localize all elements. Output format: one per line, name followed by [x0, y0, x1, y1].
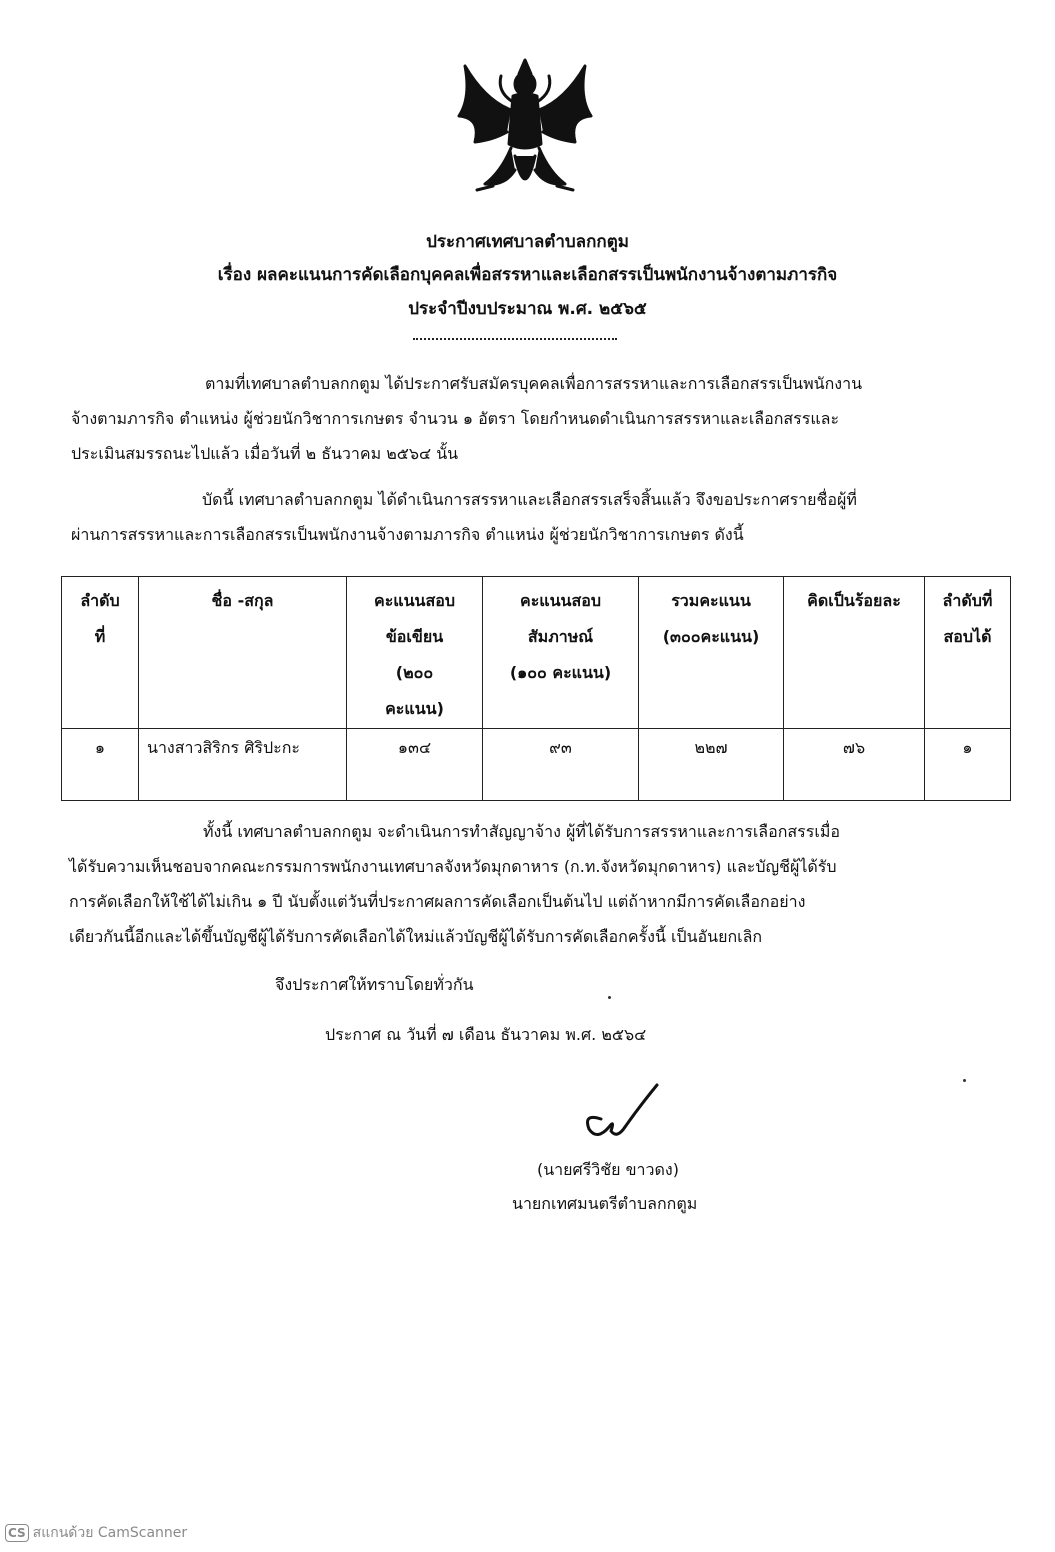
col-header-percent: คิดเป็นร้อยละ — [784, 577, 925, 729]
paragraph-line: ตามที่เทศบาลตำบลกกตูม ได้ประกาศรับสมัครบุคคลเพื่อการสรรหาและการเลือกสรรเป็นพนักงาน — [205, 374, 862, 393]
cell-written-score: ๑๓๔ — [347, 729, 483, 801]
signer-name: (นายศรีวิชัย ขาวดง) — [537, 1160, 679, 1179]
camscanner-logo-icon: CS — [5, 1524, 29, 1542]
col-header-order: ลำดับ ที่ — [62, 577, 139, 729]
closing-paragraph — [69, 814, 840, 954]
date-line: ประกาศ ณ วันที่ ๗ เดือน ธันวาคม พ.ศ. ๒๕๖๔ — [325, 1025, 647, 1044]
paragraph-line: ได้รับความเห็นชอบจากคณะกรรมการพนักงานเทศบาลจังหวัดมุกดาหาร (ก.ท.จังหวัดมุกดาหาร) และบัญชีผู้ได้รับ — [69, 857, 837, 876]
paragraph-line: จ้างตามภารกิจ ตำแหน่ง ผู้ช่วยนักวิชาการเกษตร จำนวน ๑ อัตรา โดยกำหนดดำเนินการสรรหาและเลือกสรรและ — [71, 409, 840, 428]
signer-title: นายกเทศมนตรีตำบลกกตูม — [512, 1194, 698, 1213]
dotted-divider — [413, 338, 617, 340]
announce-line: จึงประกาศให้ทราบโดยทั่วกัน — [275, 975, 474, 994]
col-header-rank: ลำดับที่ สอบได้ — [925, 577, 1011, 729]
paragraph-line: เดียวกันนี้อีกและได้ขึ้นบัญชีผู้ได้รับการคัดเลือกได้ใหม่แล้วบัญชีผู้ได้รับการคัดเลือกครั้งนี้ เป็นอันยกเลิก — [69, 927, 763, 946]
cell-interview-score: ๙๓ — [483, 729, 639, 801]
camscanner-text: สแกนด้วย CamScanner — [32, 1525, 188, 1541]
score-table — [61, 576, 1011, 801]
cell-percent: ๗๖ — [784, 729, 925, 801]
col-header-interview-score: คะแนนสอบ สัมภาษณ์ (๑๐๐ คะแนน) — [483, 577, 639, 729]
table-header-row — [62, 577, 1011, 729]
announcement-org-title: ประกาศเทศบาลตำบลกกตูม — [426, 232, 629, 252]
scan-speck — [963, 1079, 966, 1082]
paragraph-line: ทั้งนี้ เทศบาลตำบลกกตูม จะดำเนินการทำสัญญาจ้าง ผู้ที่ได้รับการสรรหาและการเลือกสรรเมื่อ — [203, 822, 840, 841]
announcement-fiscal-year: ประจำปีงบประมาณ พ.ศ. ๒๕๖๕ — [408, 299, 647, 319]
intro-paragraph — [71, 366, 862, 471]
camscanner-watermark — [5, 1522, 187, 1544]
paragraph-line: การคัดเลือกให้ใช้ได้ไม่เกิน ๑ ปี นับตั้งแต่วันที่ประกาศผลการคัดเลือกเป็นต้นไป แต่ถ้าหากมีการคัดเลือกอย่าง — [69, 892, 806, 911]
col-header-written-score: คะแนนสอบ ข้อเขียน (๒๐๐ คะแนน) — [347, 577, 483, 729]
result-paragraph — [71, 482, 857, 552]
paragraph-line: ผ่านการสรรหาและการเลือกสรรเป็นพนักงานจ้างตามภารกิจ ตำแหน่ง ผู้ช่วยนักวิชาการเกษตร ดังนี้ — [71, 525, 744, 544]
announcement-subject: เรื่อง ผลคะแนนการคัดเลือกบุคคลเพื่อสรรหาและเลือกสรรเป็นพนักงานจ้างตามภารกิจ — [217, 265, 838, 285]
table-row — [62, 729, 1011, 801]
handwritten-signature — [575, 1083, 665, 1143]
col-header-total-score: รวมคะแนน (๓๐๐คะแนน) — [639, 577, 784, 729]
cell-name: นางสาวสิริกร ศิริปะกะ — [139, 729, 347, 801]
scan-speck — [608, 996, 611, 999]
garuda-emblem-icon — [445, 52, 605, 212]
cell-rank: ๑ — [925, 729, 1011, 801]
col-header-name: ชื่อ -สกุล — [139, 577, 347, 729]
paragraph-line: ประเมินสมรรถนะไปแล้ว เมื่อวันที่ ๒ ธันวาคม ๒๕๖๔ นั้น — [71, 444, 459, 463]
cell-total-score: ๒๒๗ — [639, 729, 784, 801]
cell-order: ๑ — [62, 729, 139, 801]
paragraph-line: บัดนี้ เทศบาลตำบลกกตูม ได้ดำเนินการสรรหาและเลือกสรรเสร็จสิ้นแล้ว จึงขอประกาศรายชื่อผู้ที่ — [202, 490, 857, 509]
